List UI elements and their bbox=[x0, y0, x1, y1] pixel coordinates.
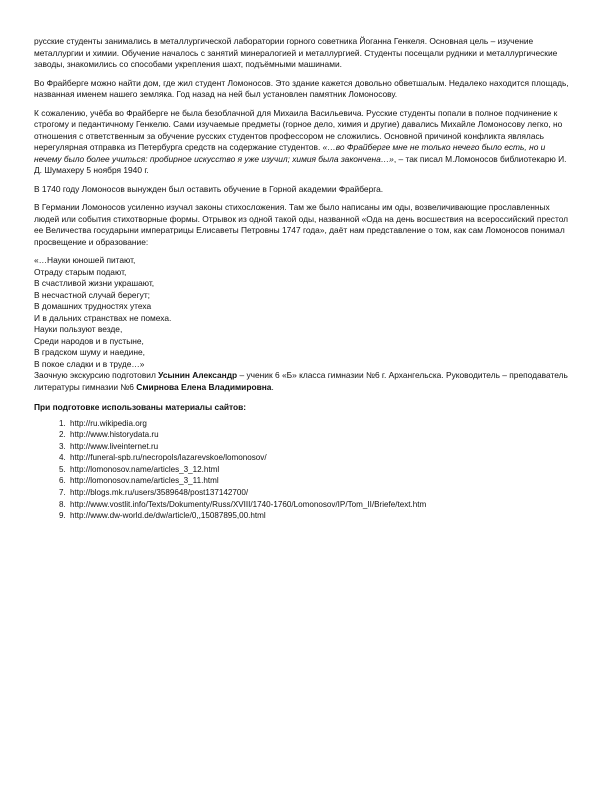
sources-heading: При подготовке использованы материалы сайтов: bbox=[34, 402, 247, 412]
poem-line: В градском шуму и наедине, bbox=[34, 347, 145, 357]
poem-line: Науки пользуют везде, bbox=[34, 324, 123, 334]
credits-prefix: Заочную экскурсию подготовил bbox=[34, 370, 159, 380]
source-link[interactable]: 9. http://www.dw-world.de/dw/article/0,,15087895,00.html bbox=[68, 510, 570, 522]
source-link[interactable]: 6. http://lomonosov.name/articles_3_11.html bbox=[68, 475, 570, 487]
paragraph-versification: В Германии Ломоносов усиленно изучал законы стихосложения. Там же было написаны им оды, возвеличивающие прославленных людей или события стихотворные формы. Отрывок из одной такой оды, названной «Ода на день восшествия на всероссийский престол ее Величества государыни императрицы Елисаветы Петровны 1747 года», даёт нам представление о том, как сам Ломоносов понимал просвещение и образование: bbox=[34, 202, 569, 247]
poem-line: И в дальних странствах не помеха. bbox=[34, 312, 172, 323]
paragraph-lomonosov-house: Во Фрайберге можно найти дом, где жил студент Ломоносов. Это здание кажется довольно обветшалым. Недалеко находится площадь, названная именем нашего земляка. Год назад на ней был установлен памятник Ломоносову. bbox=[34, 77, 569, 99]
source-link[interactable]: 1. http://ru.wikipedia.org bbox=[68, 418, 570, 430]
credits-suffix: . bbox=[271, 381, 274, 392]
lomonosov-letter-quote: «…во Фрайберге мне не только нечего было есть, но и нечему было более учиться: пробирное искусство я уже изучил; химия была закончена…» bbox=[34, 142, 546, 164]
credits-paragraph bbox=[34, 370, 570, 393]
poem-line: В счастливой жизни украшают, bbox=[34, 278, 155, 288]
paragraph-freiberg-studies: русские студенты занимались в металлургической лаборатории горного советника Йоганна Генкеля. Основная цель – изучение металлургии и химии. Обучение началось с занятий минералогией и металлургией. Студенты посещали рудники и металлургические заводы, знакомились со способами укрепления шахт, подъёмными машинами. bbox=[34, 36, 558, 69]
poem-line: В домашних трудностях утеха bbox=[34, 301, 152, 311]
sources-list bbox=[34, 418, 570, 522]
source-link[interactable]: 7. http://blogs.mk.ru/users/3589648/post137142700/ bbox=[68, 487, 570, 499]
poem-line: «…Науки юношей питают, bbox=[34, 255, 136, 265]
poem-line: Среди народов и в пустыне, bbox=[34, 335, 144, 346]
credits-teacher: Смирнова Елена Владимировна bbox=[136, 381, 272, 392]
source-link[interactable]: 3. http://www.liveinternet.ru bbox=[68, 441, 570, 453]
paragraph-conflict bbox=[34, 108, 570, 177]
paragraph-conflict-text: К сожалению, учёба во Фрайберге не была безоблачной для Михаила Васильевича. Русские студенты попали в полное подчинение к строгому и педантичному Генкелю. Сами изучаемые предметы (горное дело, химия и другие) давались Михайле Ломоносову легко, но отношения с ответственным за обучение русских студентов профессором не сложились. Основной причиной конфликта являлась нерегулярная отправка из Петербурга средств на содержание студентов. bbox=[34, 107, 563, 152]
poem-line: В несчастной случай берегут; bbox=[34, 289, 150, 300]
credits-author: Усынин Александр bbox=[158, 370, 238, 380]
source-link[interactable]: 4. http://funeral-spb.ru/necropols/lazarevskoe/lomonosov/ bbox=[68, 452, 570, 464]
paragraph-leaving-academy: В 1740 году Ломоносов вынужден был оставить обучение в Горной академии Фрайберга. bbox=[34, 183, 384, 194]
poem-line: В покое сладки и в труде…» bbox=[34, 358, 145, 369]
source-link[interactable]: 5. http://lomonosov.name/articles_3_12.html bbox=[68, 464, 570, 476]
poem-line: Отраду старым подают, bbox=[34, 266, 127, 277]
paragraph-conflict-end: , – так писал М.Ломоносов библиотекарю И. Д. Шумахеру 5 ноября 1940 г. bbox=[34, 153, 567, 175]
source-link[interactable]: 2. http://www.historydata.ru bbox=[68, 429, 570, 441]
credits-author-info: – ученик 6 «Б» класса гимназии №6 г. Архангельска. Руководитель – преподаватель литературы гимназии №6 bbox=[34, 370, 568, 392]
source-link[interactable]: 8. http://www.vostlit.info/Texts/Dokumenty/Russ/XVIII/1740-1760/Lomonosov/IP/Tom_II/Briefe/text.htm bbox=[68, 499, 570, 511]
ode-excerpt bbox=[34, 255, 570, 370]
